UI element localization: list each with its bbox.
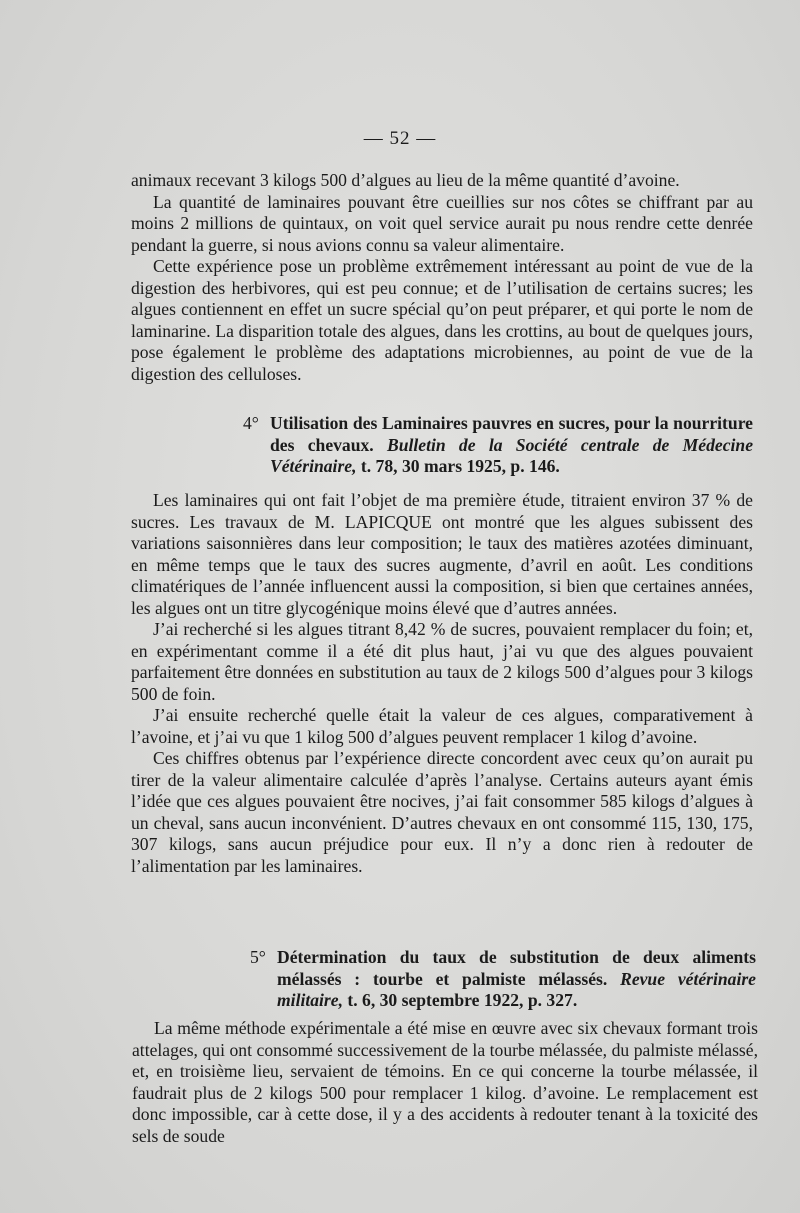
paragraph: Les laminaires qui ont fait l’objet de ma première étude, titraient environ 37 % de sucres. Les travaux de M. LAPICQUE ont montré que les algues subissent des variations saisonnières dans leur composition; le taux des matières azotées diminuant, en même temps que le taux des sucres augmente, d’avril en août. Les conditions climatériques de l’année influencent aussi la composition, si bien que certaines années, les algues ont un titre glycogénique moins élevé que d’autres années.: [131, 490, 753, 618]
section-title: Utilisation des Laminaires pauvres en sucres, pour la nourriture des chevaux.: [270, 413, 753, 455]
section-reference: Bulletin de la Société centrale de Médecine Vétérinaire,: [270, 434, 753, 476]
page-number: — 52 —: [363, 128, 437, 149]
paragraph: J’ai ensuite recherché quelle était la valeur de ces algues, comparativement à l’avoine, et j’ai vu que 1 kilog 500 d’algues peuvent remplacer 1 kilog d’avoine.: [131, 705, 753, 747]
paragraph: La quantité de laminaires pouvant être cueillies sur nos côtes se chiffrant par au moins 2 millions de quintaux, on voit quel service aurait pu nous rendre cette denrée pendant la guerre, si nous avions connu sa valeur alimentaire.: [131, 191, 753, 255]
paragraph: Ces chiffres obtenus par l’expérience directe concordent avec ceux qu’on aurait pu tirer de la valeur alimentaire calculée d’après l’analyse. Certains auteurs ayant émis l’idée que ces algues pouvaient être nocives, j’ai fait consommer 585 kilogs d’algues à un cheval, sans aucun inconvénient. D’autres chevaux en ont consommé 115, 130, 175, 307 kilogs, sans aucun préjudice pour eux. Il n’y a donc rien à redouter de l’alimentation par les laminaires.: [131, 748, 753, 876]
section-number: 5°: [250, 947, 266, 967]
paragraph: J’ai recherché si les algues titrant 8,42 % de sucres, pouvaient remplacer du foin; et, en expérimentant comme il a été dit plus haut, j’ai vu que des algues pouvaient parfaitement être données en substitution au taux de 2 kilogs 500 d’algues pour 3 kilogs 500 de foin.: [131, 619, 753, 704]
section-number: 4°: [243, 413, 259, 433]
section-4-text-block: [131, 490, 753, 877]
section-5-text-block: [132, 1018, 758, 1147]
section-details: t. 78, 30 mars 1925, p. 146.: [360, 456, 560, 476]
paragraph: Cette expérience pose un problème extrêmement intéressant au point de vue de la digestion des herbivores, qui est peu connue; et de l’utilisation de certains sucres; les algues contiennent en effet un sucre spécial qu’on peut préparer, et qui porte le nom de laminarine. La disparition totale des algues, dans les crottins, au bout de quelques jours, pose également le problème des adaptations microbiennes, au point de vue de la digestion des celluloses.: [131, 256, 753, 384]
section-reference: Revue vétérinaire militaire,: [277, 968, 756, 1010]
section-heading-5: [250, 947, 756, 1012]
intro-text-block: [131, 170, 753, 385]
section-heading-body: [243, 413, 753, 478]
section-title: Détermination du taux de substitution de deux aliments mélassés : tourbe et palmiste mélassés.: [277, 947, 756, 989]
paragraph: La même méthode expérimentale a été mise en œuvre avec six chevaux formant trois attelages, qui ont consommé successivement de la tourbe mélassée, du palmiste mélassé, et, en troisième lieu, servaient de témoins. En ce qui concerne la tourbe mélassée, il faudrait plus de 2 kilogs 500 pour remplacer 1 kilog. d’avoine. Le remplacement est donc impossible, car à cette dose, il y a des accidents à redouter tenant à la toxicité des sels de soude: [132, 1018, 758, 1146]
section-heading-body: [250, 947, 756, 1012]
paragraph: animaux recevant 3 kilogs 500 d’algues au lieu de la même quantité d’avoine.: [131, 170, 680, 190]
section-heading-4: [243, 413, 753, 478]
section-details: t. 6, 30 septembre 1922, p. 327.: [347, 990, 578, 1010]
